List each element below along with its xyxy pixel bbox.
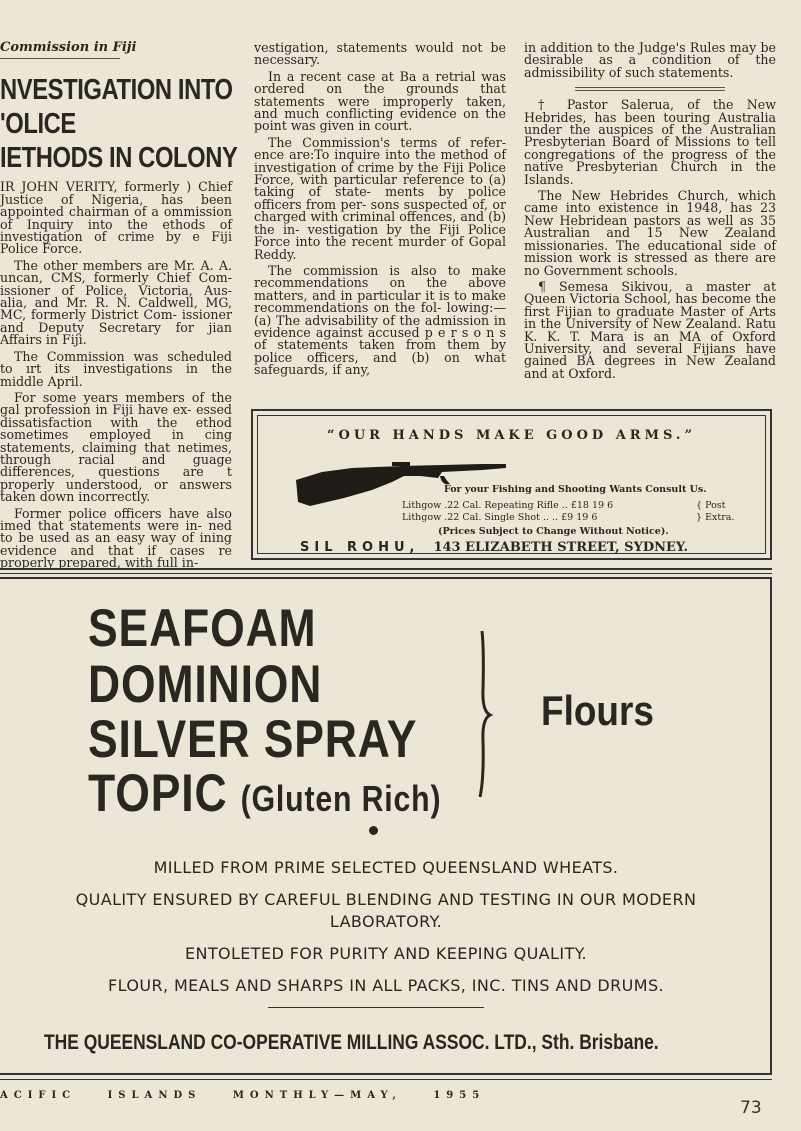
article-paragraph: The Commission's terms of refer- ence are:To inquire into the method of investigation of crime by the Fiji Police Force, with particular reference to (a) taking of state- ments by police officers from per- sons suspected of, or charged with criminal offences, and (b) the in- vestigation by the Fiji Police Force into the recent murder of Gopal Reddy. (254, 134, 506, 262)
rifle-advertisement (251, 409, 772, 560)
article-paragraph: in addition to the Judge's Rules may be desirable as a condition of the admissibility of such statements. (524, 40, 776, 80)
flour-advertisement (0, 577, 772, 1075)
section-heading: Commission in Fiji (0, 40, 137, 55)
brand-topic-note: (Gluten Rich) (240, 778, 442, 819)
footer-rule (0, 1079, 772, 1080)
headline-line-3: IETHODS IN COLONY (0, 142, 238, 175)
ad-slogan: “OUR HANDS MAKE GOOD ARMS.” (327, 428, 696, 443)
brand-dominion: DOMINION (88, 655, 323, 714)
article-column-2 (254, 42, 506, 381)
footer-word: ACIFIC (0, 1090, 77, 1101)
article-paragraph: IR JOHN VERITY, formerly ) Chief Justice of Nigeria, has been appointed chairman of a ommission of Inquiry into the ethods of investigation of crime by e Fiji Police Force. (0, 179, 232, 257)
article-headline (0, 73, 238, 175)
page-number: 73 (740, 1098, 762, 1118)
rifle-illustration (292, 446, 512, 506)
company-name: THE QUEENSLAND CO-OPERATIVE MILLING ASSOC. LTD., (44, 1031, 537, 1054)
brace-divider (468, 629, 498, 799)
page-rule (0, 568, 772, 570)
retailer-address: 143 ELIZABETH STREET, SYDNEY. (433, 540, 689, 555)
footer-word: 1955 (433, 1090, 486, 1101)
company-line (44, 1031, 659, 1055)
article-column-1 (0, 40, 238, 574)
footer-word: MONTHLY—MAY, (232, 1090, 402, 1101)
bullet-dot (369, 826, 378, 835)
price-line-repeating: Lithgow .22 Cal. Repeating Rifle .. £18 19 6 (402, 500, 614, 511)
column-divider (575, 87, 725, 91)
article-paragraph: The commission is also to make recommendations on the above matters, and in particular it is to make recommendations on the fol- lowing:—(a) The advisability of the admission in evidence against accused p e r s o n s of statements taken from them by police officers, and (b) on what safeguards, if any, (254, 262, 506, 378)
claim-purity: ENTOLETED FOR PURITY AND KEEPING QUALITY. (184, 944, 588, 963)
brand-seafoam: SEAFOAM (88, 599, 317, 658)
ad-inner-border (257, 415, 766, 554)
headline-line-2: 'OLICE (0, 108, 76, 141)
headline-line-1: NVESTIGATION INTO (0, 74, 233, 107)
claim-packs: FLOUR, MEALS AND SHARPS IN ALL PACKS, INC. TINS AND DRUMS. (108, 976, 664, 995)
brand-topic (88, 766, 441, 827)
news-item-pastor: † Pastor Salerua, of the New Hebrides, has been touring Australia under the auspices of the Australian Presbyterian Board of Missions to tell congregations of the progress of the native Presbyterian Church in the Islands. (524, 97, 776, 187)
running-footer (0, 1090, 507, 1101)
retailer-name: SIL ROHU, (300, 540, 420, 555)
article-paragraph: Former police officers have also imed that statements were in- ned to be used as an easy way of ining evidence and that if cases re properly prepared, with full in- (0, 505, 232, 571)
claim-quality: QUALITY ENSURED BY CAREFUL BLENDING AND TESTING IN OUR MODERN LABORATORY. (75, 890, 697, 931)
product-flours: Flours (541, 687, 654, 734)
article-paragraph: In a recent case at Ba a retrial was ordered on the grounds that statements were improperly taken, and much conflicting evidence on the point was given in court. (254, 68, 506, 134)
article-paragraph: The Commission was scheduled to ırt its investigations in the middle April. (0, 348, 232, 389)
section-rule (0, 58, 120, 59)
flour-rule (268, 1007, 484, 1008)
postage-extra-label: Extra. (705, 512, 735, 523)
ad-contact (300, 540, 688, 555)
price-notice: (Prices Subject to Change Without Notice). (438, 526, 669, 537)
postage-extra: } Extra. (696, 512, 735, 523)
brand-silver-spray: SILVER SPRAY (88, 710, 418, 769)
news-item-church: The New Hebrides Church, which came into existence in 1948, has 23 New Hebridean pastors as well as 35 Australian and 15 New Zealand missionaries. The educational side of mission work is stressed as there are no Government schools. (524, 188, 776, 278)
ad-tagline: For your Fishing and Shooting Wants Consult Us. (444, 484, 707, 495)
article-column-3 (524, 42, 776, 384)
news-item-graduate: ¶ Semesa Sikivou, a master at Queen Victoria School, has become the first Fijian to graduate Master of Arts in the University of New Zealand. Ratu K. K. T. Mara is an MA of Oxford University, and several Fijians have gained BA degrees in New Zealand and at Oxford. (524, 278, 776, 381)
postage-note: { Post (696, 500, 726, 511)
claim-wheats: MILLED FROM PRIME SELECTED QUEENSLAND WHEATS. (153, 858, 619, 877)
footer-word: ISLANDS (107, 1090, 202, 1101)
company-location: Sth. Brisbane. (541, 1031, 659, 1054)
article-paragraph: vestigation, statements would not be necessary. (254, 40, 506, 68)
page-rule-thin (0, 573, 772, 574)
postage-label: Post (705, 500, 726, 511)
price-line-single: Lithgow .22 Cal. Single Shot .. .. £9 19 6 (402, 512, 598, 523)
article-paragraph: The other members are Mr. A. A. uncan, CMS, formerly Chief Com- issioner of Police, Victoria, Aus- alia, and Mr. R. N. Caldwell, MG, MC, formerly District Com- issioner and Deputy Secretary for jian Affairs in Fiji. (0, 257, 232, 348)
article-paragraph: For some years members of the gal profession in Fiji have ex- essed dissatisfaction with the ethod sometimes employed in cing statements, claiming that netimes, through racial and guage differences, questions are t properly understood, or answers taken down incorrectly. (0, 389, 232, 505)
brand-topic-name: TOPIC (88, 764, 228, 823)
